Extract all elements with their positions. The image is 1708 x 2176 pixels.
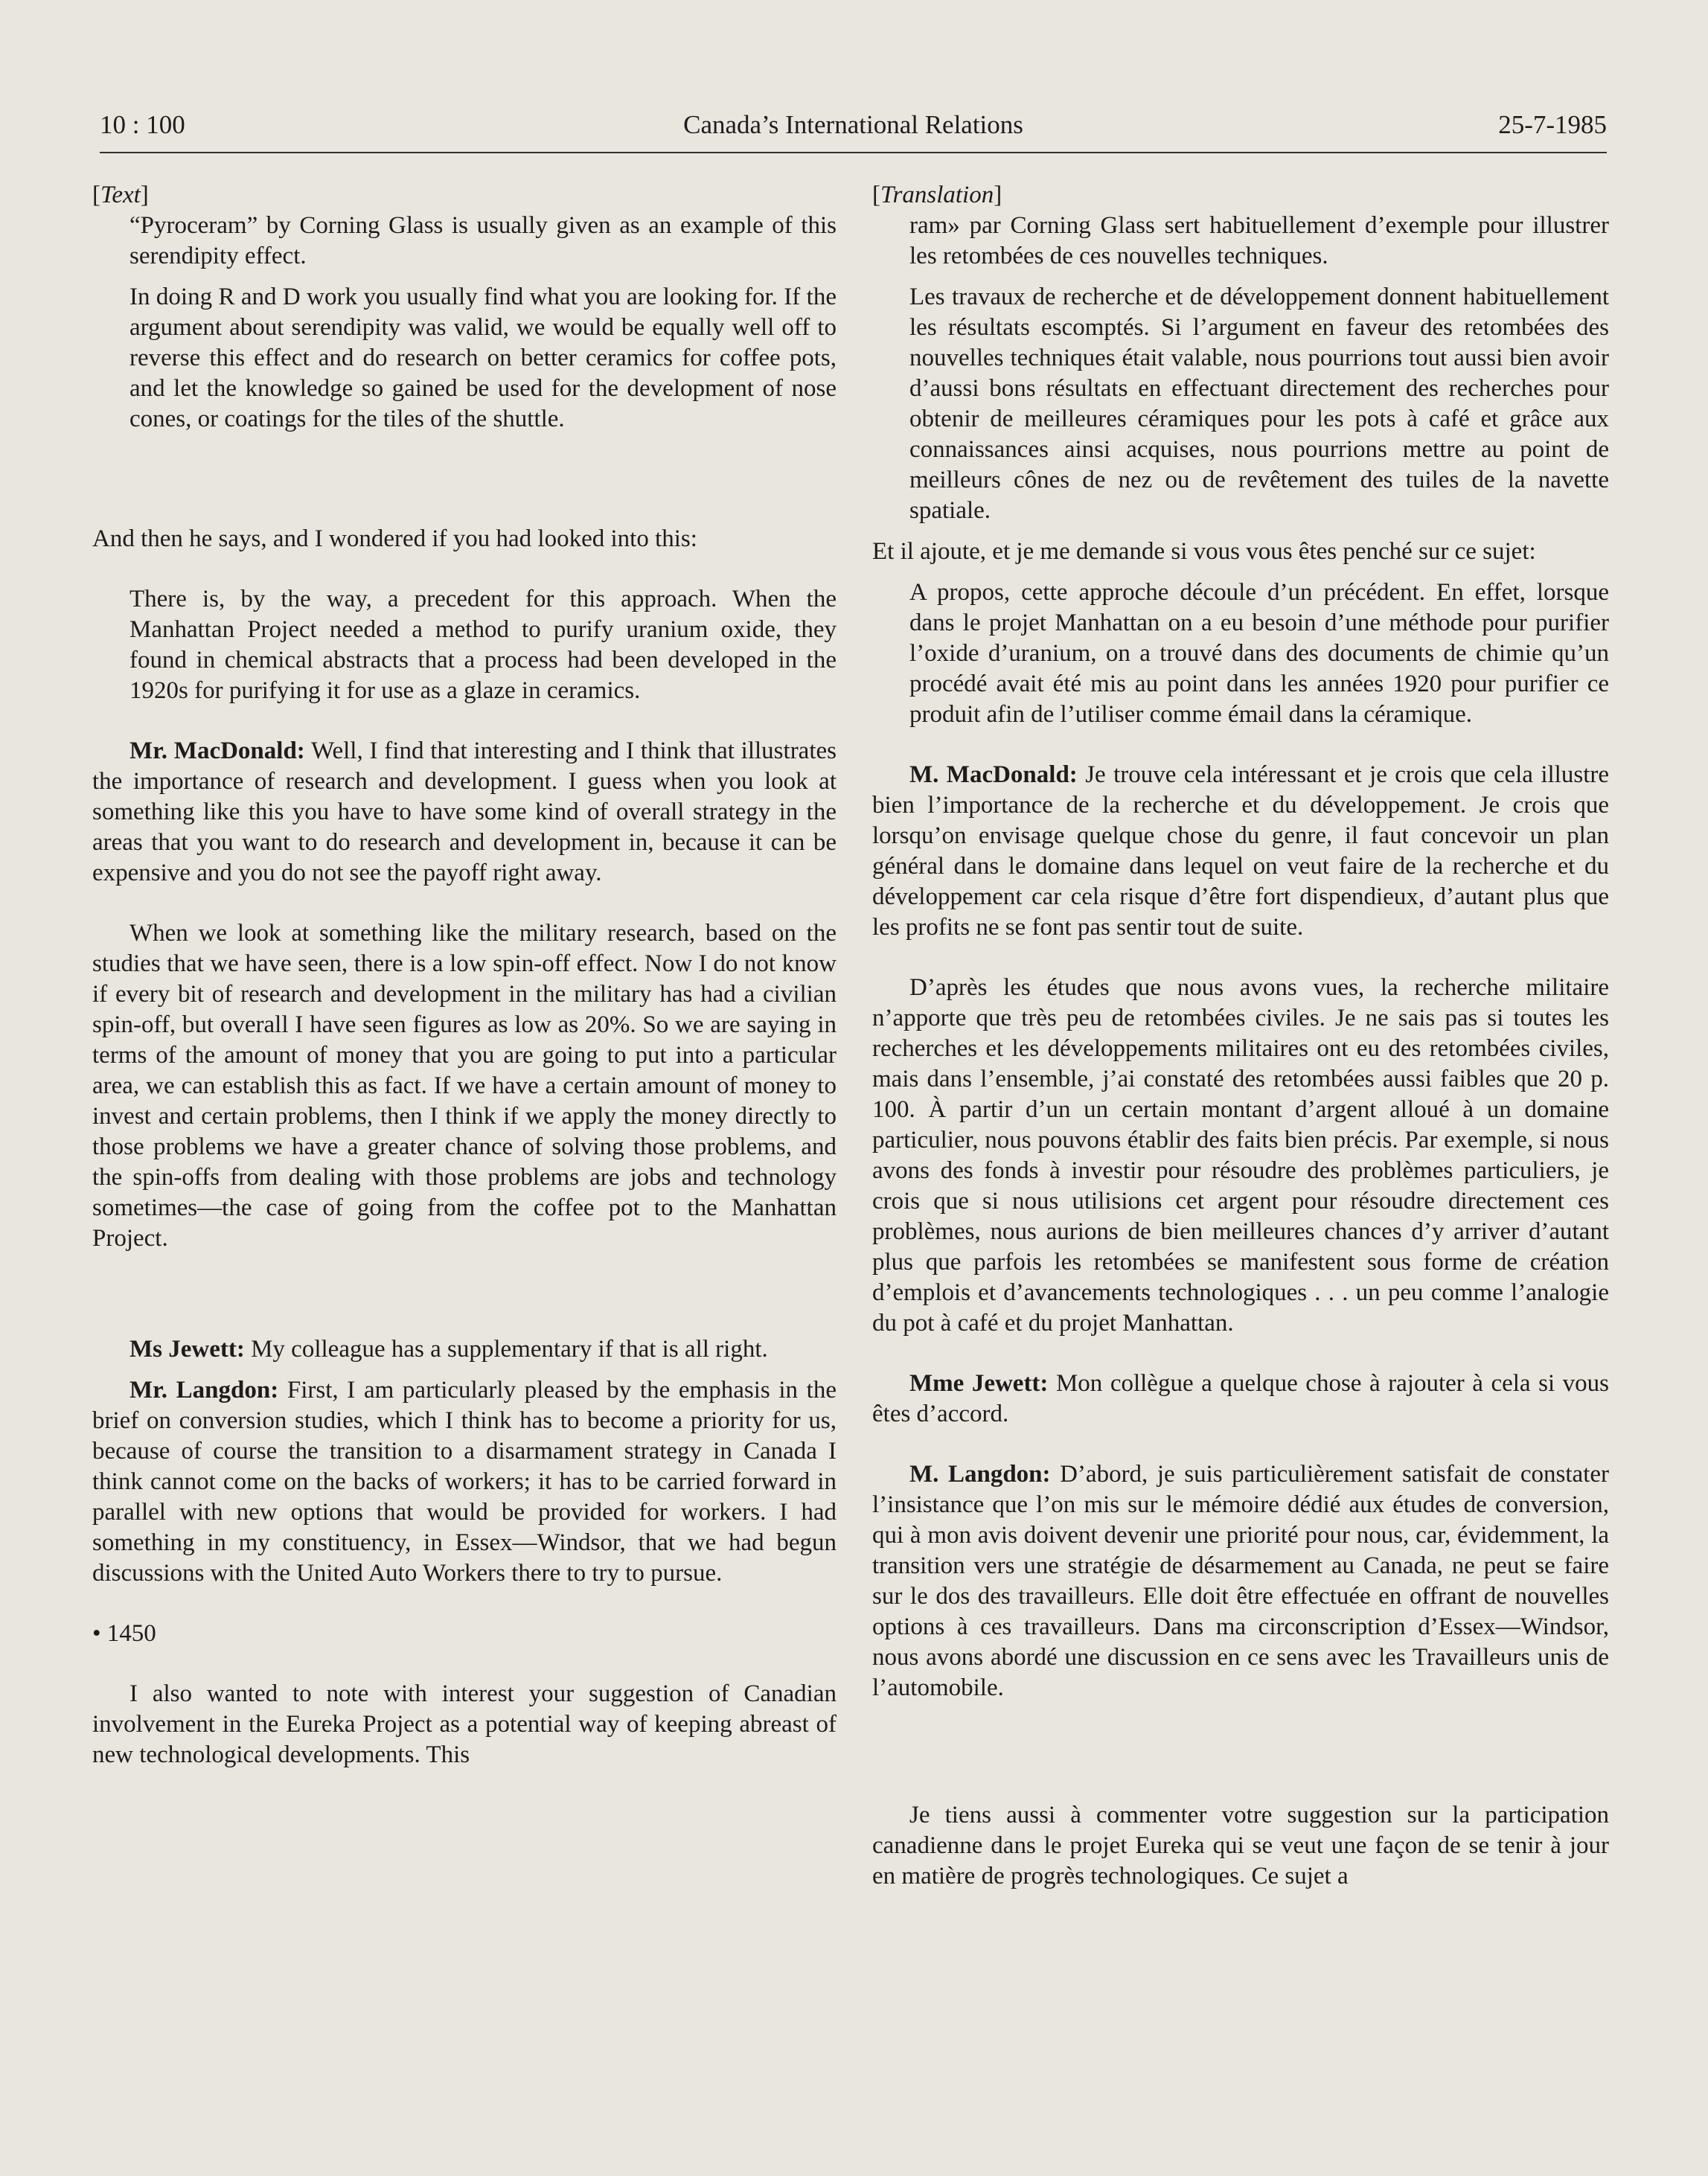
speaker-name: Mr. Langdon: <box>129 1377 279 1404</box>
paragraph: Je tiens aussi à commenter votre suggestion sur la participation canadienne dans le projet Eureka qui se veut une façon de se tenir à jour en matière de progrès technologiques. Ce sujet a <box>872 1802 1609 1889</box>
quote-paragraph: “Pyroceram” by Corning Glass is usually given as an example of this serendipity effect. <box>129 212 837 269</box>
french-column <box>872 180 1609 1892</box>
time-marker: • 1450 <box>92 1620 156 1647</box>
english-column <box>92 180 837 1770</box>
speaker-name: Mme Jewett: <box>909 1370 1049 1397</box>
speaker-name: M. Langdon: <box>909 1461 1051 1488</box>
speaker-name: Mr. MacDonald: <box>129 737 305 764</box>
page-header <box>100 110 1607 152</box>
header-date: 25-7-1985 <box>1498 110 1607 139</box>
quote-paragraph: ram» par Corning Glass sert habituellement d’exemple pour illustrer les retombées de ces nouvelles techniques. <box>909 212 1609 269</box>
speaker-paragraph: Mr. Langdon: First, I am particularly pleased by the emphasis in the brief on conversion studies, which I think has to become a priority for us, because of course the transition to a disarmament strategy in Canada I think cannot come on the backs of workers; it has to be carried forward in parallel with new options that would be provided for workers. I had something in my constituency, in Essex—Windsor, that we had begun discussions with the United Auto Workers there to try to pursue. <box>92 1377 837 1587</box>
speaker-paragraph: M. Langdon: D’abord, je suis particulièrement satisfait de constater l’insistance que l’on mis sur le mémoire dédié aux études de conversion, qui à mon avis doivent devenir une priorité pour nous, car, évidemment, la transition vers une stratégie de désarmement au Canada, ne peut se faire sur le dos des travailleurs. Elle doit être effectuée en offrant de nouvelles options à ces travailleurs. Dans ma circonscription d’Essex—Windsor, nous avons abordé une discussion en ce sens avec les Travailleurs unis de l’automobile. <box>872 1461 1609 1701</box>
paragraph: I also wanted to note with interest your suggestion of Canadian involvement in the Eureka Project as a potential way of keeping abreast of new technological developments. This <box>92 1680 837 1768</box>
speaker-paragraph: Mme Jewett: Mon collègue a quelque chose à rajouter à cela si vous êtes d’accord. <box>872 1370 1609 1427</box>
quote-paragraph: There is, by the way, a precedent for this approach. When the Manhattan Project needed a method to purify uranium oxide, they found in chemical abstracts that a process had been developed in the 1920s for purifying it for use as a glaze in ceramics. <box>129 586 837 704</box>
speaker-name: M. MacDonald: <box>909 761 1078 788</box>
speaker-paragraph: Mr. MacDonald: Well, I find that interesting and I think that illustrates the importance of research and development. I guess when you look at something like this you have to have some kind of overall strategy in the areas that you want to do research and development in, because it can be expensive and you do not see the payoff right away. <box>92 737 837 886</box>
speaker-paragraph: M. MacDonald: Je trouve cela intéressant et je crois que cela illustre bien l’importance de la recherche et du développement. Je crois que lorsqu’on envisage quelque chose du genre, il faut concevoir un plan général dans le domaine dans lequel on veut faire de la recherche et du développement car cela risque d’être fort dispendieux, d’autant plus que les profits ne se font pas sentir tout de suite. <box>872 761 1609 941</box>
paragraph: Et il ajoute, et je me demande si vous vous êtes penché sur ce sujet: <box>872 538 1536 565</box>
header-rule <box>100 152 1607 153</box>
column-label: [Text] <box>92 182 149 208</box>
column-label: [Translation] <box>872 182 1002 208</box>
quote-paragraph: A propos, cette approche découle d’un précédent. En effet, lorsque dans le projet Manhattan on a eu besoin d’une méthode pour purifier l’oxide d’uranium, on a trouvé dans des documents de chimie qu’un procédé avait été mis au point dans les années 1920 pour purifier ce produit afin de l’utiliser comme émail dans la céramique. <box>909 579 1609 728</box>
paragraph: When we look at something like the military research, based on the studies that we have seen, there is a low spin-off effect. Now I do not know if every bit of research and development in the military has had a civilian spin-off, but overall I have seen figures as low as 20%. So we are saying in terms of the amount of money that you are going to put into a particular area, we can establish this as fact. If we have a certain amount of money to invest and certain problems, then I think if we apply the money directly to those problems we have a greater chance of solving those problems, and the spin-offs from dealing with those problems are jobs and technology sometimes—the case of going from the coffee pot to the Manhattan Project. <box>92 920 837 1252</box>
quote-paragraph: Les travaux de recherche et de développement donnent habituellement les résultats escomptés. Si l’argument en faveur des retombées des nouvelles techniques était valable, nous pourrions tout aussi bien avoir d’aussi bons résultats en effectuant directement des recherches pour obtenir de meilleures céramiques pour les pots à café et grâce aux connaissances ainsi acquises, nous pourrions mettre au point de meilleurs cônes de nez ou de revêtement des tuiles de la navette spatiale. <box>909 284 1609 524</box>
speaker-name: Ms Jewett: <box>129 1336 245 1363</box>
page-number: 10 : 100 <box>100 110 185 139</box>
quote-paragraph: In doing R and D work you usually find what you are looking for. If the argument about serendipity was valid, we would be equally well off to reverse this effect and do research on better ceramics for coffee pots, and let the knowledge so gained be used for the development of nose cones, or coatings for the tiles of the shuttle. <box>129 284 837 432</box>
speaker-paragraph: Ms Jewett: My colleague has a supplementary if that is all right. <box>129 1336 768 1363</box>
paragraph: D’après les études que nous avons vues, la recherche militaire n’apporte que très peu de retombées civiles. Je ne sais pas si toutes les recherches et les développements militaires ont eu des retombées civiles, mais dans l’ensemble, j’ai constaté des retombées aussi faibles que 20 p. 100. À partir d’un un certain montant d’argent alloué à un domaine particulier, nous pouvons établir des faits bien précis. Par exemple, si nous avons des fonds à investir pour résoudre des problèmes particuliers, je crois que si nous utilisions cet argent pour résoudre directement ces problèmes, nous aurions de bien meilleures chances d’y arriver d’autant plus que parfois les retombées se manifestent sous forme de création d’emplois et d’avancements technologiques . . . un peu comme l’analogie du pot à café et du projet Manhattan. <box>872 974 1609 1337</box>
publication-title: Canada’s International Relations <box>683 110 1023 139</box>
paragraph: And then he says, and I wondered if you had looked into this: <box>92 525 697 552</box>
